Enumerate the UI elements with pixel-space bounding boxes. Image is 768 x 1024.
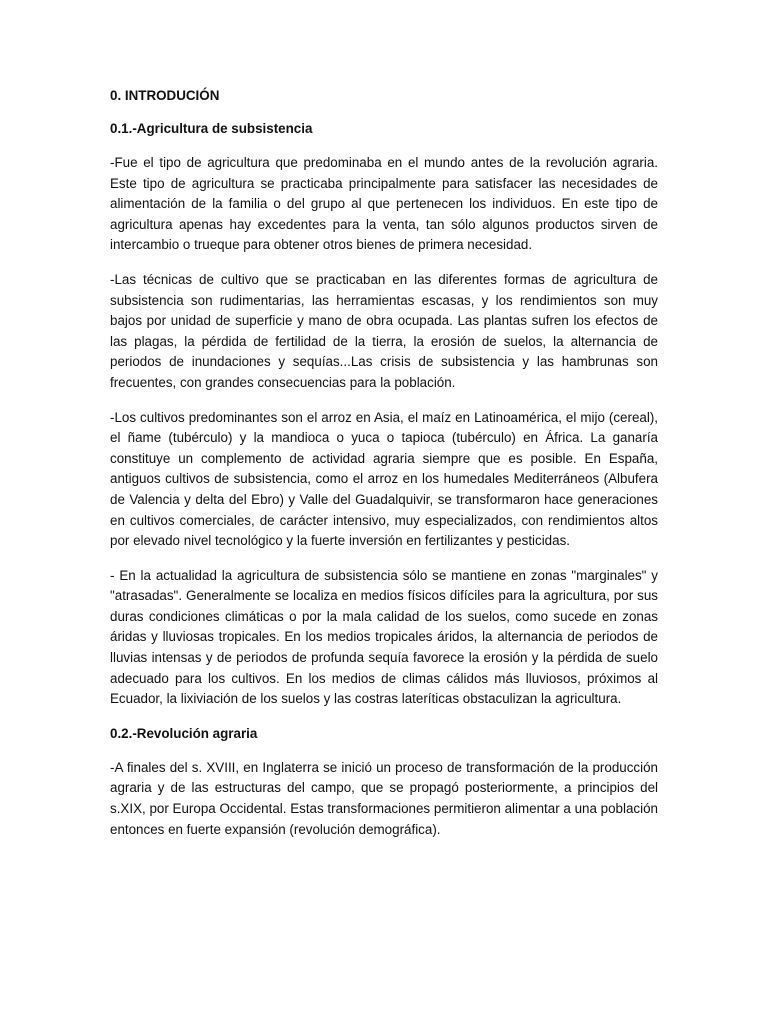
document-page	[110, 86, 658, 854]
paragraph: - En la actualidad la agricultura de subsistencia sólo se mantiene en zonas "marginales" y "atrasadas". Generalmente se localiza en medios físicos difíciles para la agricultura, por sus duras condiciones climáticas o por la mala calidad de los suelos, como sucede en zonas áridas y lluviosas tropicales. En los medios tropicales áridos, la alternancia de periodos de lluvias intensas y de periodos de profunda sequía favorece la erosión y la pérdida de suelo adecuado para los cultivos. En los medios de climas cálidos más lluviosos, próximos al Ecuador, la lixiviación de los suelos y las costras lateríticas obstaculizan la agricultura.	[110, 567, 658, 707]
document-title: 0. INTRODUCIÓN	[110, 88, 220, 103]
section-heading-agricultura-subsistencia: 0.1.-Agricultura de subsistencia	[110, 121, 313, 136]
section-heading-revolucion-agraria: 0.2.-Revolución agraria	[110, 725, 258, 741]
paragraph: -Fue el tipo de agricultura que predominaba en el mundo antes de la revolución agraria. Este tipo de agricultura se practicaba principalmente para satisfacer las necesidades de alimentación de la familia o del grupo al que pertenecen los individuos. En este tipo de agricultura apenas hay excedentes para la venta, tan sólo algunos productos sirven de intercambio o trueque para obtener otros bienes de primera necesidad.	[110, 155, 658, 253]
paragraph: -Las técnicas de cultivo que se practicaban en las diferentes formas de agricultura de subsistencia son rudimentarias, las herramientas escasas, y los rendimientos son muy bajos por unidad de superficie y mano de obra ocupada. Las plantas sufren los efectos de las plagas, la pérdida de fertilidad de la tierra, la erosión de suelos, la alternancia de periodos de inundaciones y sequías...Las crisis de subsistencia y las hambrunas son frecuentes, con grandes consecuencias para la población.	[110, 271, 658, 390]
paragraph: -Los cultivos predominantes son el arroz en Asia, el maíz en Latinoamérica, el mijo (cereal), el ñame (tubérculo) y la mandioca o yuca o tapioca (tubérculo) en África. La ganaría constituye un complemento de actividad agraria siempre que es posible. En España, antiguos cultivos de subsistencia, como el arroz en los humedales Mediterráneos (Albufera de Valencia y delta del Ebro) y Valle del Guadalquivir, se transformaron hace generaciones en cultivos comerciales, de carácter intensivo, muy especializados, con rendimientos altos por elevado nivel tecnológico y la fuerte inversión en fertilizantes y pesticidas.	[110, 409, 658, 549]
paragraph: -A finales del s. XVIII, en Inglaterra se inició un proceso de transformación de la producción agraria y de las estructuras del campo, que se propagó posteriormente, a principios del s.XIX, por Europa Occidental. Estas transformaciones permitieron alimentar a una población entonces en fuerte expansión (revolución demográfica).	[110, 759, 658, 837]
